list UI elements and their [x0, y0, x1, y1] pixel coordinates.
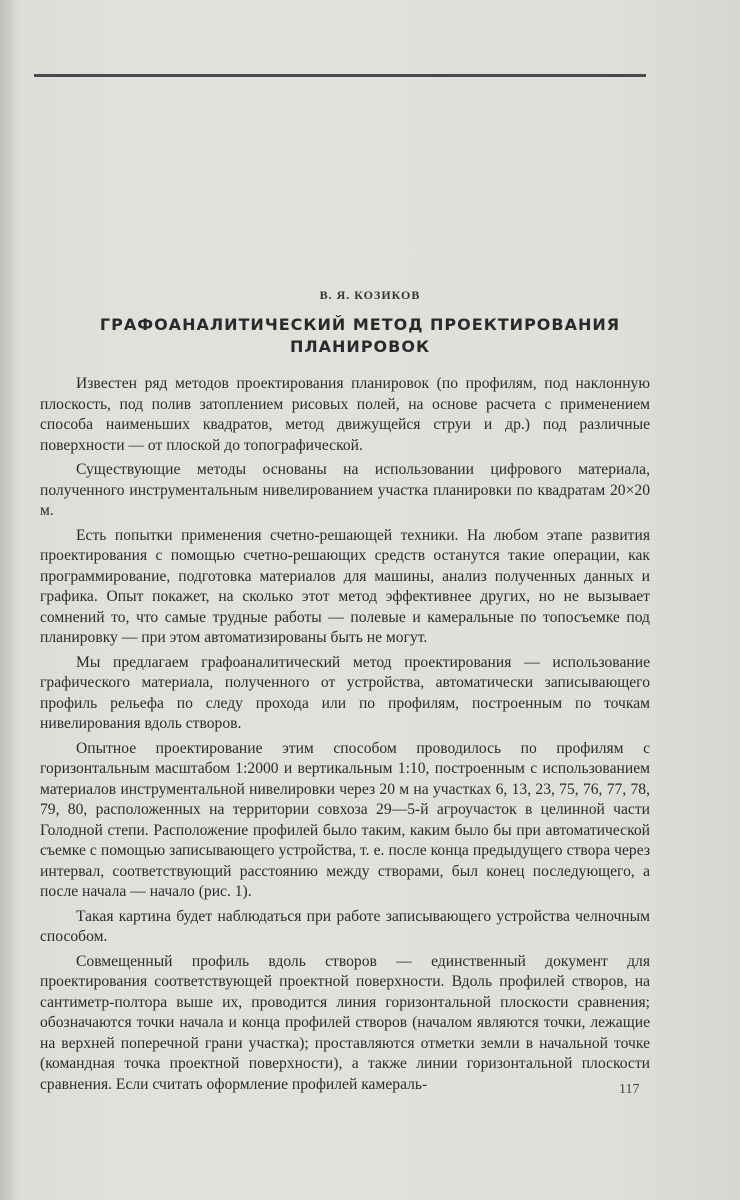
page-number: 117 [619, 1082, 640, 1097]
paragraph: Опытное проектирование этим способом проводилось по профилям с горизонтальным масштабом 1:2000 и вертикальным 1:10, построенным с использованием материалов инструментальной нивелировки через 20 м на участках 6, 13, 23, 75, 76, 77, 78, 79, 80, расположенных на территории совхоза 29—5-й агроучасток в целинной части Голодной степи. Расположение профилей было таким, каким было бы при автоматической съемке с помощью записывающего устройства, т. е. после конца предыдущего створа через интервал, соответствующий расстоянию между створами, был конец последующего, а после начала — начало (рис. 1). [40, 739, 650, 900]
page-spine-shadow [0, 0, 14, 1200]
article-title: ГРАФОАНАЛИТИЧЕСКИЙ МЕТОД ПРОЕКТИРОВАНИЯ ПЛАНИРОВОК [99, 315, 621, 356]
paragraph: Есть попытки применения счетно-решающей техники. На любом этапе развития проектирования с помощью счетно-решающих средств останутся такие операции, как программирование, подготовка материалов для машины, анализ полученных данных и графика. Опыт покажет, на сколько этот метод эффективнее других, но не вызывает сомнений то, что самые трудные работы — полевые и камеральные по топосъемке под планировку — при этом автоматизированы быть не могут. [40, 526, 650, 646]
paragraph: Мы предлагаем графоаналитический метод проектирования — использование графического материала, полученного от устройства, автоматически записывающего профиль рельефа по следу прохода или по профилям, построенным по точкам нивелирования вдоль створов. [40, 653, 650, 732]
article-body [40, 374, 650, 1099]
article-author: В. Я. КОЗИКОВ [319, 288, 421, 302]
paragraph: Известен ряд методов проектирования планировок (по профилям, под наклонную плоскость, под полив затоплением рисовых полей, на основе расчета с применением способа наименьших квадратов, метод движущейся струи и др.) под различные поверхности — от плоской до топографической. [40, 375, 650, 454]
paragraph: Существующие методы основаны на использовании цифрового материала, полученного инструментальным нивелированием участка планировки по квадратам 20×20 м. [40, 461, 650, 519]
header-rule [34, 74, 646, 77]
paragraph: Такая картина будет наблюдаться при работе записывающего устройства челночным способом. [40, 907, 650, 945]
paragraph: Совмещенный профиль вдоль створов — единственный документ для проектирования соответствующей проектной поверхности. Вдоль профилей створов, на сантиметр-полтора выше их, проводится линия горизонтальной плоскости сравнения; обозначаются точки начала и конца профилей створов (началом являются точки, лежащие на верхней поперечной грани участка); проставляются отметки земли в начальной точке (командная точка проектной поверхности), а также линии горизонтальной плоскости сравнения. Если считать оформление профилей камераль- [40, 952, 650, 1093]
